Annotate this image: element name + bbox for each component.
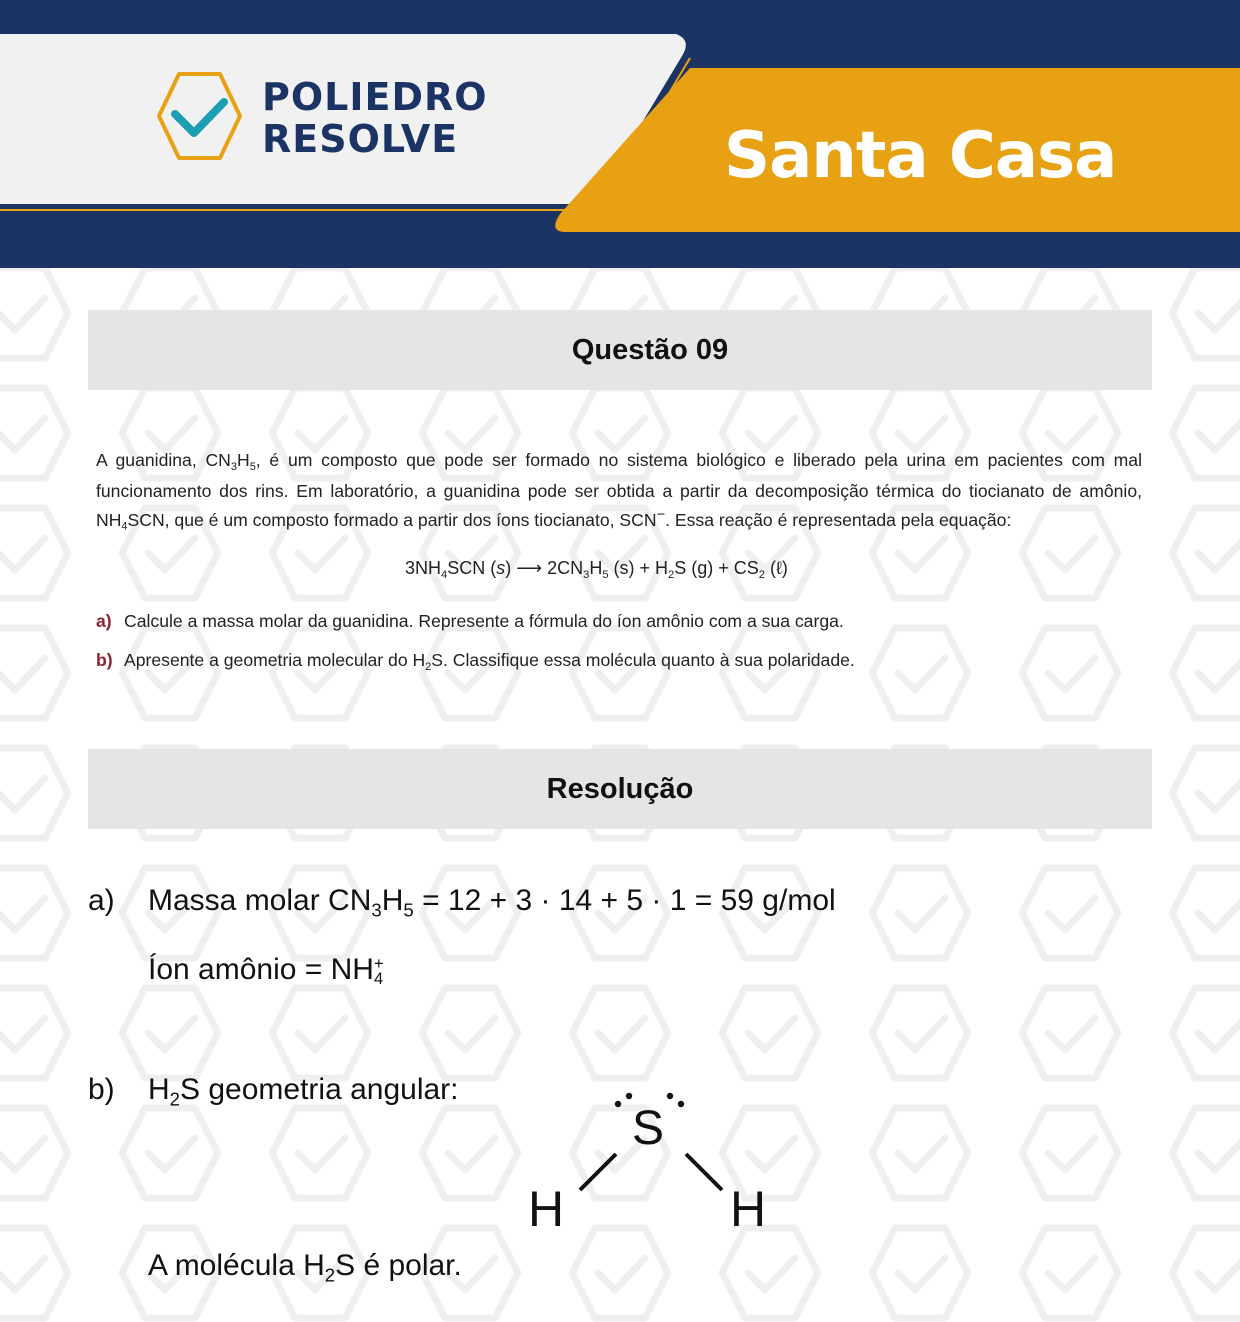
resolution-title: Resolução (546, 772, 694, 805)
resolution-title-banner (88, 749, 1152, 829)
resolution-item-b: b) $H_2S$ geometria angular: (88, 1073, 459, 1110)
brand-name-line2: RESOLVE (262, 117, 459, 161)
brand-name-line1: POLIEDRO (262, 75, 488, 119)
question-item-a: a) Calcule a massa molar da guanidina. Represente a fórmula do íon amônio com a sua carga. (96, 611, 844, 631)
resolution-item-a: a) Massa molar $CN_3H_5 = 12 + 3 \cdot 14 + 5 \cdot 1 = 59$ g/mol (88, 884, 836, 921)
h2s-lewis-structure (520, 1080, 780, 1240)
bond-left (580, 1154, 616, 1190)
hydrogen-atom-left: H (528, 1181, 565, 1237)
polarity-statement: A molécula $H_2S$ é polar. (148, 1249, 462, 1286)
question-item-b: b) Apresente a geometria molecular do $H_2S$. Classifique essa molécula quanto à sua polaridade. (96, 650, 855, 673)
exam-title: Santa Casa (724, 119, 1117, 193)
ammonium-ion-line: Íon amônio = NH + 4 (148, 953, 384, 988)
chemical-equation: $3NH_4SCN$ (s) ⟶ $2CN_3H_5$ $(s) + H_2S$ $(g) + CS_2$ (ℓ) (405, 558, 788, 581)
question-title: Questão 09 (571, 333, 729, 366)
question-title-banner (88, 310, 1152, 390)
bond-right (686, 1154, 722, 1190)
reaction-arrow: ⟶ (516, 558, 543, 578)
sulfur-atom: S (632, 1102, 665, 1155)
hydrogen-atom-right: H (730, 1181, 767, 1237)
question-statement: A guanidina, $CN_3H_5$, é um composto que pode ser formado no sistema biológico e liberado pela urina em pacientes com mal funcionamento dos rins. Em laboratório, a guanidina pode ser obtida a partir da decomposição térmica do tiocianato de amônio, $NH_4SCN$, que é um composto formado a partir dos íons tiocianato, SCN−. Essa reação é representada pela equação: (96, 450, 1142, 533)
